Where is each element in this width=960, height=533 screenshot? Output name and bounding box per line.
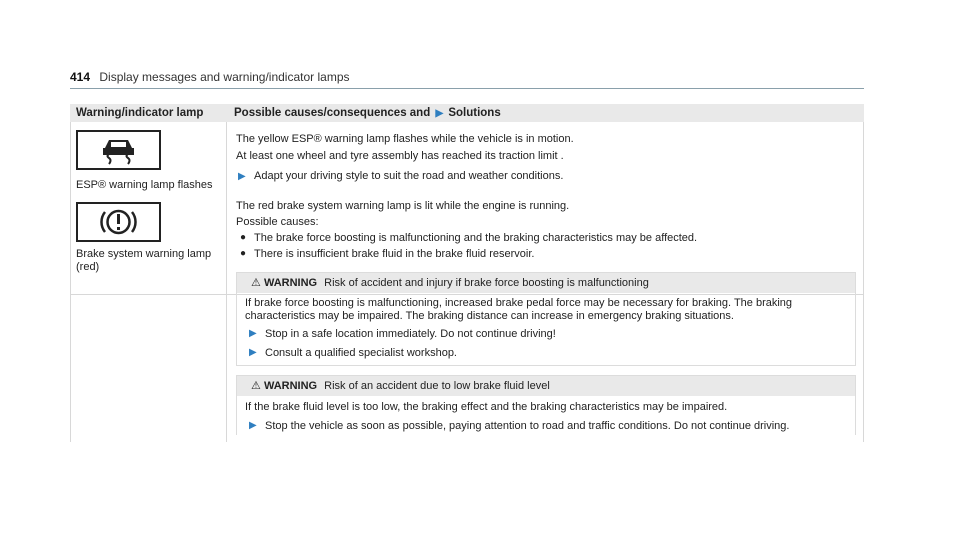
brake-system-icon xyxy=(76,202,161,242)
page-title: Display messages and warning/indicator lamps xyxy=(99,70,350,84)
warning-box-title xyxy=(237,376,855,396)
page-number: 414 xyxy=(70,70,91,84)
warning-label: WARNING xyxy=(263,277,318,289)
warning-box-boosting xyxy=(236,272,856,366)
bullet-dot: ● xyxy=(240,248,247,259)
esp-line-2: At least one wheel and tyre assembly has reached its traction limit . xyxy=(236,150,564,162)
warning-action-1: Stop in a safe location immediately. Do not continue driving! xyxy=(265,328,556,340)
col-header-lamp: Warning/indicator lamp xyxy=(76,107,204,119)
brake-bullet-2: There is insufficient brake fluid in the brake fluid reservoir. xyxy=(254,248,535,260)
esp-lamp-label: ESP® warning lamp flashes xyxy=(76,179,213,191)
warning-box-title xyxy=(237,273,855,293)
header-divider xyxy=(70,88,864,89)
arrow-bullet-icon: ▶ xyxy=(435,108,444,119)
warning-label: WARNING xyxy=(263,380,318,392)
warning-title: Risk of accident and injury if brake force boosting is malfunctioning xyxy=(324,277,649,289)
arrow-bullet-icon: ▶ xyxy=(249,420,257,431)
warning-body-line-1: If brake force boosting is malfunctioning, increased brake pedal force may be necessary for braking. The braking xyxy=(245,297,793,309)
esp-skid-icon xyxy=(76,130,161,170)
col-header-causes-text: Possible causes/consequences and xyxy=(234,107,431,119)
col-header-solutions-text: Solutions xyxy=(448,107,501,119)
brake-bullet-1: The brake force boosting is malfunctioning and the braking characteristics may be affected. xyxy=(254,232,698,244)
column-divider xyxy=(226,122,227,442)
warning-action-2: Consult a qualified specialist workshop. xyxy=(265,347,457,359)
col-header-causes xyxy=(234,107,501,119)
table-header xyxy=(70,104,864,122)
brake-lamp-label-2: (red) xyxy=(76,261,100,273)
brake-line-1: The red brake system warning lamp is lit while the engine is running. xyxy=(236,200,570,212)
table-border-left xyxy=(70,122,71,442)
warning-title: Risk of an accident due to low brake fluid level xyxy=(324,380,550,392)
warning-body: If the brake fluid level is too low, the braking effect and the braking characteristics may be impaired. xyxy=(245,401,728,413)
warning-lamp-table xyxy=(70,104,864,442)
brake-lamp-label-1: Brake system warning lamp xyxy=(76,248,212,260)
warning-triangle-icon: ⚠ xyxy=(251,277,261,289)
esp-line-1: The yellow ESP® warning lamp flashes while the vehicle is in motion. xyxy=(236,133,574,145)
warning-triangle-icon: ⚠ xyxy=(251,380,261,392)
arrow-bullet-icon: ▶ xyxy=(238,171,246,182)
bullet-dot: ● xyxy=(240,232,247,243)
warning-box-fluid xyxy=(236,375,856,435)
warning-body-line-2: characteristics may be impaired. The braking distance can increase in emergency braking situations. xyxy=(245,310,734,322)
arrow-bullet-icon: ▶ xyxy=(249,328,257,339)
brake-line-2: Possible causes: xyxy=(236,216,319,228)
arrow-bullet-icon: ▶ xyxy=(249,347,257,358)
table-border-right xyxy=(863,122,864,442)
esp-solution: Adapt your driving style to suit the road and weather conditions. xyxy=(254,170,564,182)
warning-action-1: Stop the vehicle as soon as possible, paying attention to road and traffic conditions. Do not continue driving. xyxy=(265,420,790,432)
